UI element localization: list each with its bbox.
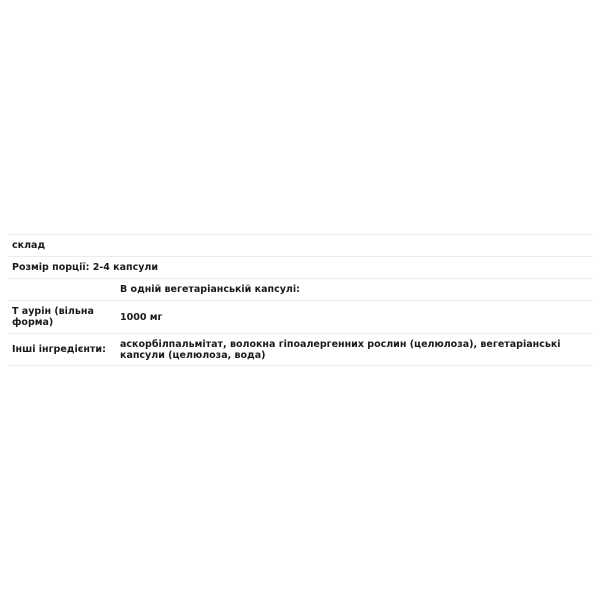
ingredient-name: Т аурін (вільна форма) <box>8 301 116 334</box>
composition-title: склад <box>8 235 593 257</box>
serving-size: Розмір порції: 2-4 капсули <box>8 257 593 279</box>
ingredient-amount: аскорбілпальмітат, волокна гіпоалергенних рослин (целюлоза), вегетаріанські капсули (целюлоза, вода) <box>116 334 593 366</box>
table-row <box>8 279 593 301</box>
column-header: В одній вегетаріанській капсулі: <box>116 279 593 301</box>
ingredient-amount: 1000 мг <box>116 301 593 334</box>
table-row <box>8 257 593 279</box>
header-empty-cell <box>8 279 116 301</box>
composition-table <box>8 234 593 366</box>
ingredient-name: Інші інгредієнти: <box>8 334 116 366</box>
table-row <box>8 301 593 334</box>
table-row <box>8 334 593 366</box>
table-row <box>8 235 593 257</box>
